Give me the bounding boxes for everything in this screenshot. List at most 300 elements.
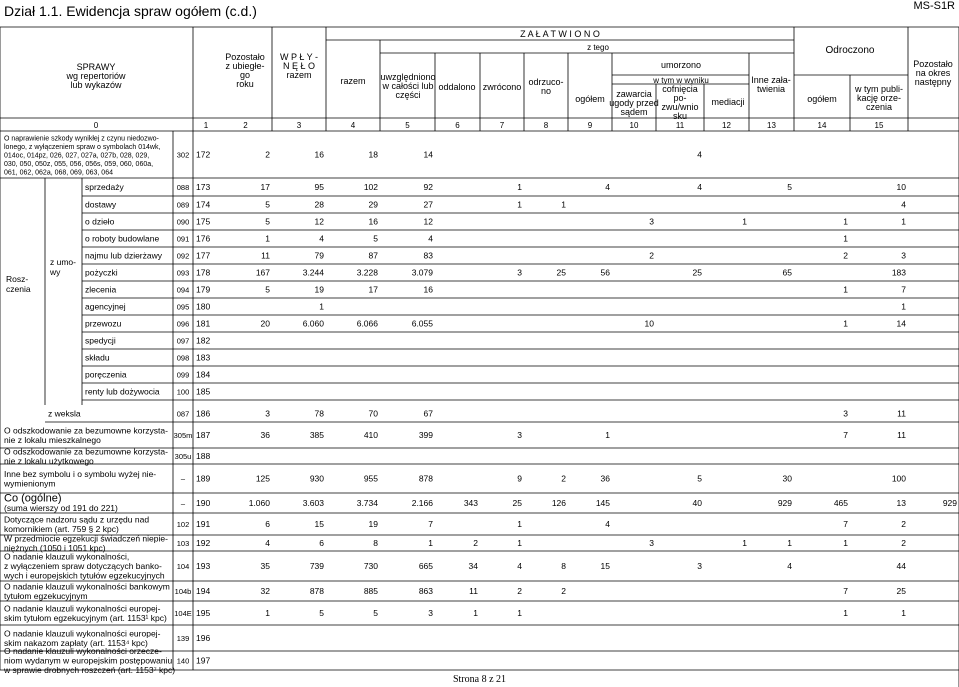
row-code: 140 [176, 656, 190, 666]
row-value: 18 [368, 149, 378, 160]
row-value: 7 [843, 586, 848, 596]
row-value: 5 [373, 608, 378, 618]
row-value: 16 [423, 284, 433, 295]
row-code: 093 [176, 268, 190, 278]
row-value: 4 [319, 233, 324, 244]
row-value: 189 [196, 473, 211, 484]
header-pozostalo-nastepny: następny [914, 77, 952, 87]
row-value: 92 [423, 182, 433, 192]
column-number: 11 [675, 121, 685, 130]
row-value: 8 [373, 538, 378, 548]
row-code: 102 [176, 520, 190, 529]
header-umorzono-ogolem: ogółem [575, 94, 605, 104]
header-wplyw: W P Ł Y - [279, 52, 319, 62]
row-value: 197 [196, 655, 211, 666]
row-value: 56 [600, 267, 610, 278]
row-value: 6.055 [411, 318, 433, 329]
header-pozostalo: z ubiegłe- [225, 61, 265, 71]
row-value: 13 [896, 498, 906, 508]
row-value: 7 [901, 284, 906, 295]
row-label: przewozu [85, 318, 122, 329]
row-value: 3.734 [356, 498, 378, 508]
row-value: 3 [517, 267, 522, 278]
row-code: 104E [174, 609, 192, 618]
row-label: pożyczki [85, 267, 118, 278]
row-value: 1 [517, 608, 522, 618]
row-value: 8 [561, 561, 566, 571]
row-label: poręczenia [85, 369, 127, 380]
row-value: 172 [196, 149, 211, 160]
header-mediacji: mediacji [711, 97, 745, 107]
row-value: 7 [428, 519, 433, 529]
row-value: 3.244 [302, 267, 324, 278]
row-value: 193 [196, 561, 211, 571]
row-value: 15 [600, 561, 610, 571]
row-value: 27 [423, 199, 433, 210]
row-label: Co (ogólne) [4, 492, 62, 505]
header-z-tego: z tego [587, 43, 609, 52]
row-label: O nadanie klauzuli wykonalności orzecze- [4, 646, 162, 656]
row-value: 183 [196, 352, 211, 363]
row-value: 100 [891, 473, 906, 484]
row-value: 95 [314, 182, 324, 192]
row-value: 3.079 [411, 267, 433, 278]
row-value: 179 [196, 284, 211, 295]
row-label: niom wydanym w europejskim postępowaniu [4, 655, 173, 666]
row-value: 5 [697, 473, 702, 484]
row-value: 1 [901, 301, 906, 312]
row-value: 1 [843, 284, 848, 295]
row-label: O naprawienie szkody wynikłej z czynu niedozwo- [4, 135, 159, 143]
header-pozostalo-nastepny: Pozostało [913, 59, 953, 69]
row-value: 1 [265, 608, 270, 618]
row-label: O nadanie klauzuli wykonalności europej- [4, 603, 161, 614]
header-wplyw: N Ę Ł O [282, 61, 316, 71]
column-number: 1 [203, 121, 209, 130]
row-value: 184 [196, 369, 211, 380]
header-inne: twienia [756, 84, 786, 94]
column-number: 6 [455, 121, 460, 130]
row-value: 102 [363, 182, 378, 192]
page-title: Dział 1.1. Ewidencja spraw ogółem (c.d.) [4, 3, 257, 19]
row-value: 35 [260, 561, 270, 571]
row-code: 098 [176, 353, 190, 363]
row-value: 1 [843, 233, 848, 244]
header-cofniecia: po- [673, 93, 687, 103]
row-label: 061, 062, 062a, 068, 069, 063, 064 [4, 169, 113, 177]
row-label: sprzedaży [85, 182, 124, 192]
row-value: 1 [901, 608, 906, 618]
row-label: 014oc, 014pz, 026, 027, 027a, 027b, 028, 029, [4, 152, 150, 160]
row-value: 3 [697, 561, 702, 571]
column-number: 0 [93, 121, 99, 130]
row-label: składu [85, 352, 110, 363]
row-value: 194 [196, 586, 211, 596]
page-footer: Strona 8 z 21 [452, 674, 507, 685]
header-w-tym-w-wyniku: w tym w wyniku [653, 76, 709, 85]
header-publikacja: w tym publi- [854, 84, 904, 94]
row-value: 7 [843, 519, 848, 529]
row-value: 3 [649, 216, 654, 227]
row-value: 3 [517, 430, 522, 440]
row-label: wymienionym [4, 478, 56, 489]
row-value: 79 [314, 250, 324, 261]
row-value: 125 [255, 473, 270, 484]
row-code: 094 [176, 285, 190, 295]
row-value: 1 [428, 538, 433, 548]
header-cofniecia: zwu/wnio [661, 102, 699, 112]
row-value: 12 [314, 216, 324, 227]
row-value: 878 [418, 473, 433, 484]
row-value: 15 [314, 519, 324, 529]
row-value: 145 [595, 498, 610, 508]
header-zalatwiono: Z A Ł A T W I O N O [520, 29, 600, 39]
row-value: 929 [777, 498, 792, 508]
row-value: 2 [901, 519, 906, 529]
header-uwzgledniono: w całości lub [382, 81, 434, 91]
row-value: 11 [897, 408, 906, 419]
row-value: 3.603 [302, 498, 324, 508]
row-value: 730 [363, 561, 378, 571]
row-value: 191 [196, 519, 211, 529]
row-code: 104b [174, 587, 192, 596]
row-label: najmu lub dzierżawy [85, 250, 163, 261]
row-value: 665 [418, 561, 433, 571]
row-value: 12 [423, 216, 433, 227]
row-value: 44 [896, 561, 906, 571]
row-value: 863 [418, 586, 433, 596]
row-value: 1 [843, 608, 848, 618]
row-value: 192 [196, 538, 211, 548]
row-value: 929 [942, 498, 957, 508]
row-value: 126 [551, 498, 566, 508]
row-value: 930 [309, 473, 324, 484]
row-value: 1 [843, 318, 848, 329]
row-value: 4 [697, 182, 702, 192]
row-value: 183 [891, 267, 906, 278]
row-value: 11 [469, 586, 478, 596]
row-value: 5 [265, 284, 270, 295]
column-number: 4 [350, 121, 356, 130]
row-label: agencyjnej [85, 301, 126, 312]
row-value: 3 [428, 608, 433, 618]
row-label: W przedmiocie egzekucji świadczeń niepie- [4, 533, 168, 544]
row-value: 186 [196, 408, 211, 419]
row-value: 2 [901, 538, 906, 548]
column-number: 9 [587, 121, 593, 130]
row-value: 2 [561, 473, 566, 484]
row-value: 78 [314, 408, 324, 419]
header-inne: Inne zała- [751, 75, 791, 85]
column-number: 2 [243, 121, 248, 130]
row-value: 1 [787, 538, 792, 548]
row-value: 5 [787, 182, 792, 192]
row-value: 3 [901, 250, 906, 261]
row-label: O nadanie klauzuli wykonalności, [4, 551, 130, 562]
row-value: 3 [843, 408, 848, 419]
label-z-umowy: wy [50, 267, 61, 277]
header-zawarcia: zawarcia [616, 89, 652, 99]
row-code: 089 [176, 200, 190, 210]
row-value: 16 [368, 216, 378, 227]
row-value: 1 [517, 199, 522, 210]
row-value: 36 [260, 430, 270, 440]
label-z-umowy: z umo- [50, 257, 76, 267]
row-code: – [180, 499, 186, 508]
row-value: 196 [196, 633, 211, 643]
header-zawarcia: ugody przed [609, 98, 659, 108]
row-value: 14 [423, 149, 433, 160]
row-code: 103 [176, 539, 190, 548]
row-value: 32 [260, 586, 270, 596]
header-sprawy: SPRAWY [76, 62, 116, 72]
row-value: 1 [742, 538, 747, 548]
row-value: 4 [787, 561, 792, 571]
row-value: 11 [897, 430, 906, 440]
header-oddalono: oddalono [438, 82, 476, 92]
row-value: 10 [896, 182, 906, 192]
row-value: 5 [265, 199, 270, 210]
row-value: 11 [261, 250, 270, 261]
row-value: 4 [605, 182, 610, 192]
row-value: 885 [363, 586, 378, 596]
row-value: 4 [605, 519, 610, 529]
row-label: tytułom egzekucyjnym [4, 590, 88, 601]
header-sprawy: lub wykazów [70, 80, 122, 90]
header-odrzucono: no [540, 86, 552, 96]
row-value: 4 [697, 149, 702, 160]
row-value: 17 [260, 182, 270, 192]
row-label: (suma wierszy od 191 do 221) [4, 502, 118, 513]
column-number: 12 [722, 121, 731, 130]
row-label: 030, 050, 050z, 055, 056, 056s, 059, 060, 060a, [4, 161, 154, 169]
row-value: 6.066 [356, 318, 378, 329]
column-number: 14 [817, 121, 827, 130]
label-roszczenia: Rosz- [6, 274, 29, 284]
row-value: 3 [649, 538, 654, 548]
row-value: 195 [196, 608, 211, 618]
row-value: 6.060 [302, 318, 324, 329]
row-value: 7 [843, 430, 848, 440]
row-value: 177 [196, 250, 211, 261]
header-zwrocono: zwrócono [482, 82, 522, 92]
row-value: 1 [517, 519, 522, 529]
row-code: 095 [176, 302, 190, 312]
row-value: 343 [463, 498, 478, 508]
column-number: 10 [629, 121, 639, 130]
row-value: 178 [196, 267, 211, 278]
row-label: Dotyczące nadzoru sądu z urzędu nad [4, 514, 150, 525]
row-label: nie z lokalu użytkowego [4, 455, 94, 466]
header-cofniecia: cofnięcia [662, 84, 698, 94]
header-uwzgledniono: uwzględniono [380, 72, 436, 82]
row-value: 29 [368, 199, 378, 210]
row-label: O odszkodowanie za bezumowne korzysta- [4, 425, 168, 436]
row-value: 1 [319, 301, 324, 312]
row-value: 182 [196, 335, 211, 346]
row-value: 28 [314, 199, 324, 210]
row-label: zlecenia [85, 284, 117, 295]
row-value: 10 [644, 318, 654, 329]
header-publikacja: czenia [865, 102, 893, 112]
row-code: 305u [174, 452, 192, 461]
row-code: 090 [176, 217, 190, 227]
row-value: 173 [196, 182, 211, 192]
column-number: 8 [543, 121, 549, 130]
row-value: 25 [896, 586, 906, 596]
header-pozostalo-nastepny: na okres [915, 68, 951, 78]
row-value: 19 [368, 519, 378, 529]
column-number: 13 [767, 121, 776, 130]
row-label: nie z lokalu mieszkalnego [4, 434, 101, 445]
header-pozostalo: go [239, 70, 251, 80]
header-pozostalo: Pozostało [225, 52, 265, 62]
row-value: 4 [265, 538, 270, 548]
row-label: skim tytułom egzekucyjnym (art. 1153¹ kpc) [4, 612, 167, 623]
row-value: 2 [843, 250, 848, 261]
row-value: 2 [561, 586, 566, 596]
row-value: 1 [561, 199, 566, 210]
row-value: 36 [600, 473, 610, 484]
row-code: 305m [173, 431, 193, 440]
row-value: 4 [901, 199, 906, 210]
header-razem: razem [340, 76, 366, 86]
row-value: 181 [196, 318, 211, 329]
row-label: dostawy [85, 199, 117, 210]
row-value: 739 [309, 561, 324, 571]
row-value: 180 [196, 301, 211, 312]
row-value: 1 [843, 216, 848, 227]
label-roszczenia: czenia [6, 284, 31, 294]
row-value: 70 [368, 408, 378, 419]
row-value: 1 [517, 182, 522, 192]
row-label: Inne bez symbolu i o symbolu wyżej nie- [4, 468, 157, 479]
column-number: 3 [296, 121, 302, 130]
row-value: 2 [265, 149, 270, 160]
row-value: 2 [649, 250, 654, 261]
row-value: 4 [428, 233, 433, 244]
row-code: 092 [176, 251, 190, 261]
header-pozostalo: roku [236, 79, 254, 89]
row-value: 2.166 [411, 498, 433, 508]
row-value: 167 [255, 267, 270, 278]
header-wplyw: razem [286, 70, 312, 80]
row-value: 410 [363, 430, 378, 440]
row-code: 097 [176, 336, 190, 346]
row-value: 4 [517, 561, 522, 571]
row-label: w sprawie drobnych roszczeń (art. 1153⁷ kpc) [4, 665, 176, 675]
row-value: 30 [782, 473, 792, 484]
row-value: 17 [368, 284, 378, 295]
row-label: komornikiem (art. 759 § 2 kpc) [4, 523, 119, 534]
row-code: 088 [176, 183, 190, 192]
row-label: O nadanie klauzuli wykonalności bankowym [4, 581, 170, 592]
row-value: 87 [368, 250, 378, 261]
row-value: 20 [260, 318, 270, 329]
row-value: 190 [196, 498, 211, 508]
row-label: O nadanie klauzuli wykonalności europej- [4, 628, 161, 639]
row-value: 1 [605, 430, 610, 440]
row-value: 3 [265, 408, 270, 419]
row-label: skim nakazom zapłaty (art. 1153⁴ kpc) [4, 637, 148, 648]
header-sprawy: wg repertoriów [66, 71, 126, 81]
row-value: 187 [196, 430, 211, 440]
header-odroczono-ogolem: ogółem [807, 94, 837, 104]
row-label: z weksla [48, 408, 81, 419]
row-value: 188 [196, 451, 211, 461]
row-value: 5 [319, 608, 324, 618]
row-value: 1 [517, 538, 522, 548]
row-code: 099 [176, 370, 190, 380]
row-code: – [180, 474, 186, 484]
row-label: renty lub dożywocia [85, 386, 160, 397]
column-number: 15 [874, 121, 884, 130]
header-zawarcia: sądem [620, 107, 648, 117]
row-value: 1 [473, 608, 478, 618]
row-value: 9 [517, 473, 522, 484]
row-value: 465 [833, 498, 848, 508]
row-label: lonego, z wyłączeniem spraw o symbolach 014wk, [4, 143, 161, 151]
header-uwzgledniono: części [395, 90, 421, 100]
row-value: 25 [556, 267, 566, 278]
row-label: o roboty budowlane [85, 233, 160, 244]
row-value: 67 [423, 408, 433, 419]
row-label: spedycji [85, 335, 116, 346]
row-value: 1.060 [248, 498, 270, 508]
row-value: 174 [196, 199, 211, 210]
row-value: 25 [512, 498, 522, 508]
row-value: 6 [319, 538, 324, 548]
row-value: 14 [896, 318, 906, 329]
row-value: 399 [418, 430, 433, 440]
row-value: 5 [265, 216, 270, 227]
row-label: wych i europejskich tytułów egzekucyjnych [4, 570, 165, 581]
row-value: 40 [692, 498, 702, 508]
row-value: 25 [692, 267, 702, 278]
row-value: 185 [196, 386, 211, 397]
row-value: 1 [742, 216, 747, 227]
header-odrzucono: odrzuco- [528, 77, 564, 87]
row-value: 19 [314, 284, 324, 295]
row-label: niężnych (1050 i 1051 kpc) [4, 542, 106, 553]
header-publikacja: kację orze- [856, 93, 902, 103]
row-value: 6 [265, 519, 270, 529]
row-code: 096 [176, 319, 190, 329]
row-code: 100 [176, 387, 190, 397]
row-value: 175 [196, 216, 211, 227]
row-label: z wyłączeniem spraw dotyczących banko- [4, 561, 162, 571]
row-code: 302 [176, 150, 190, 160]
row-value: 1 [901, 216, 906, 227]
row-value: 83 [423, 250, 433, 261]
column-number: 7 [499, 121, 505, 130]
column-number: 5 [405, 121, 410, 130]
form-code: MS-S1R [913, 0, 955, 12]
row-value: 5 [373, 233, 378, 244]
row-value: 385 [309, 430, 324, 440]
header-umorzono: umorzono [660, 60, 702, 70]
row-value: 16 [314, 149, 324, 160]
row-value: 3.228 [356, 267, 378, 278]
row-value: 1 [265, 233, 270, 244]
row-value: 878 [309, 586, 324, 596]
row-value: 34 [468, 561, 478, 571]
row-label: O odszkodowanie za bezumowne korzysta- [4, 446, 168, 457]
header-odroczono: Odroczono [825, 45, 875, 56]
row-code: 087 [176, 409, 190, 419]
header-cofniecia: sku [672, 111, 688, 121]
row-label: o dzieło [85, 216, 115, 227]
